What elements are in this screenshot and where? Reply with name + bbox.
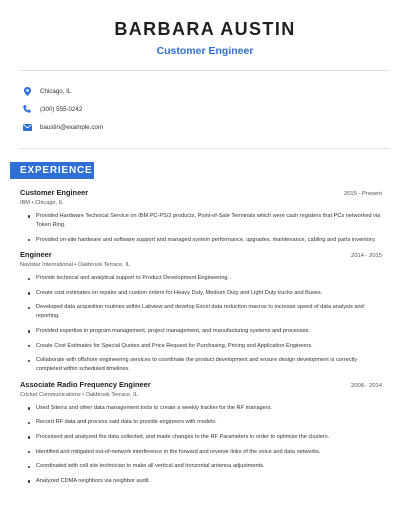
bullet-item: Analyzed CDMA neighbors via neighbor audit. (28, 477, 382, 486)
job-bullets (20, 404, 382, 486)
bullet-item: Developed data acquisition routines within Labview and develop Excel data reduction macros to increase speed of data analysis and reporting. (28, 303, 382, 321)
job-company: IBM • Chicago, IL (20, 200, 64, 206)
experience-section-title: EXPERIENCE (10, 162, 94, 179)
contact-location (22, 82, 71, 100)
candidate-name: BARBARA AUSTIN (114, 19, 296, 39)
job-entry (20, 250, 382, 374)
job-bullets (20, 212, 382, 245)
phone-text: (300) 555-0242 (40, 105, 83, 113)
job-title: Engineer (20, 250, 52, 260)
experience-list (20, 188, 382, 491)
resume-header (0, 0, 410, 57)
job-entry (20, 188, 382, 245)
divider-middle (20, 148, 390, 149)
bullet-item: Used Siterra and other data management tools to create a weekly tracker for the RF managers. (28, 404, 382, 413)
job-bullets (20, 274, 382, 374)
contact-email[interactable] (22, 118, 103, 136)
bullet-item: Provide technical and analytical support to Product Development Engineering. (28, 274, 382, 283)
location-text: Chicago, IL (40, 87, 72, 95)
job-title: Associate Radio Frequency Engineer (20, 379, 151, 389)
job-entry (20, 380, 382, 486)
bullet-item: Create Cost Estimates for Special Quotes and Price Request for Purchasing, Pricing and Application Engineers. (28, 342, 382, 351)
bullet-item: Collaborate with offshore engineering services to coordinate the product development and ensure design development is correctly completed within scheduled timelines. (28, 356, 382, 374)
job-title: Customer Engineer (20, 188, 89, 197)
bullet-item: Provided on-site hardware and software support and managed system performance, upgrades, maintenance, cabling and parts inventory. (28, 236, 382, 245)
divider-top (20, 70, 390, 71)
job-dates: 2014 - 2015 (351, 253, 382, 260)
bullet-item: Processed and analyzed the data collected, and made changes to the RF Parameters in order to optimize the clusters. (28, 433, 382, 442)
job-company: Navistar International • Oakbrook Terrace, IL (20, 262, 131, 269)
bullet-item: Identified and mitigated out-of-network interference in the forward and reverse links of the voice and data networks. (28, 448, 382, 457)
job-dates: 2008 - 2014 (351, 382, 382, 389)
job-dates: 2015 - Present (343, 191, 382, 197)
job-company: Cricket Communications • Oakbrook Terrace, IL (20, 391, 138, 398)
phone-icon (22, 104, 32, 114)
bullet-item: Create cost estimates on repairs and custom orders for Heavy Duty, Medium Duty and Light Duty trucks and Buses. (28, 289, 382, 298)
contact-phone (22, 100, 82, 118)
candidate-role: Customer Engineer (156, 45, 254, 57)
bullet-item: Record RF data and process said data to provide engineers with models. (28, 418, 382, 427)
bullet-item: Provided expertise in program management, project management, and manufacturing systems and processes. (28, 327, 382, 336)
bullet-item: Provided Hardware Technical Service on IBM PC-PS/2 products, Point-of-Sale Terminals which were cash registers that PCs networked via Token Ring. (28, 212, 382, 230)
map-pin-icon (22, 86, 32, 96)
envelope-icon (22, 122, 32, 132)
email-text[interactable]: baustin@example.com (40, 123, 104, 131)
bullet-item: Coordinated with cell site technician to make all vertical and horizontal antenna adjustments. (28, 462, 382, 471)
